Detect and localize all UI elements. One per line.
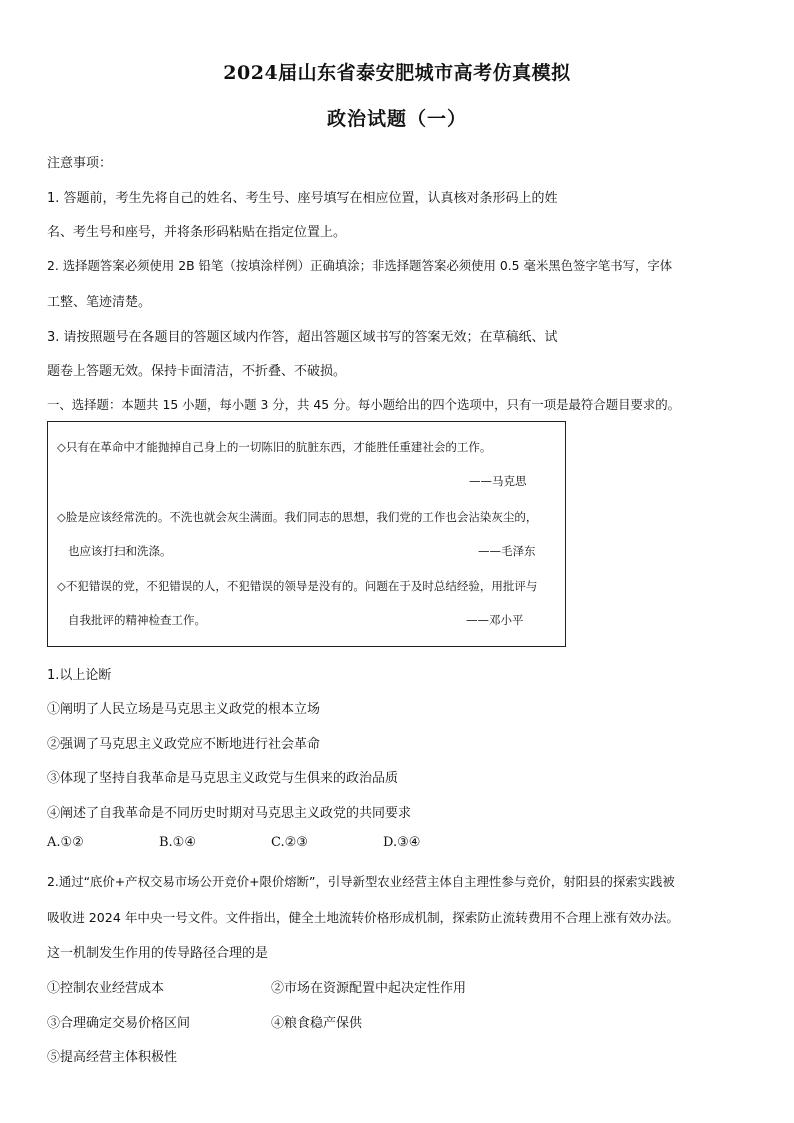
q2-stem-line2: 吸收进 2024 年中央一号文件。文件指出，健全土地流转价格形成机制，探索防止流转费用不合理上涨有效办法。 (47, 910, 679, 925)
quote-mao-line1: ◇脸是应该经常洗的。不洗也就会灰尘满面。我们同志的思想，我们党的工作也会沾染灰尘的， (57, 510, 538, 524)
q1-option-3: ③体现了坚持自我革命是马克思主义政党与生俱来的政治品质 (47, 771, 399, 786)
quote-mao-line2: 也应该打扫和洗涤。 (68, 544, 172, 558)
q2-option-3: ③合理确定交易价格区间 (47, 1016, 191, 1031)
quote-box (47, 421, 566, 647)
q2-option-4: ④粮食稳产保供 (271, 1016, 363, 1031)
notice-item3-line1: 3. 请按照题号在各题目的答题区域内作答，超出答题区域书写的答案无效；在草稿纸、试 (47, 330, 558, 345)
q2-stem-line1: 2.通过“底价+产权交易市场公开竞价+限价熔断”，引导新型农业经营主体自主理性参与竞价，射阳县的探索实践被 (47, 874, 675, 889)
q1-option-2: ②强调了马克思主义政党应不断地进行社会革命 (47, 737, 321, 752)
section1-heading: 一、选择题：本题共 15 小题，每小题 3 分，共 45 分。每小题给出的四个选项中，只有一项是最符合题目要求的。 (47, 397, 681, 412)
exam-title: 2024届山东省泰安肥城市高考仿真模拟 (223, 62, 571, 84)
q1-choice-b: B.①④ (159, 835, 196, 850)
notice-heading: 注意事项： (47, 156, 113, 171)
q2-option-1: ①控制农业经营成本 (47, 981, 165, 996)
quote-deng-author: ——邓小平 (466, 613, 524, 627)
quote-mao-author: ——毛泽东 (478, 544, 536, 558)
quote-marx-author: ——马克思 (469, 474, 527, 488)
notice-item2-line2: 工整、笔迹清楚。 (47, 295, 152, 310)
q2-stem-line3: 这一机制发生作用的传导路径合理的是 (47, 946, 269, 961)
q1-stem: 1.以上论断 (47, 668, 112, 683)
q2-option-5: ⑤提高经营主体积极性 (47, 1050, 178, 1065)
notice-item1-line2: 名、考生号和座号，并将条形码粘贴在指定位置上。 (47, 225, 347, 240)
q2-option-2: ②市场在资源配置中起决定性作用 (271, 981, 467, 996)
q1-choice-a: A.①② (47, 835, 84, 850)
notice-item3-line2: 题卷上答题无效。保持卡面清洁，不折叠、不破损。 (47, 364, 347, 379)
quote-marx: ◇只有在革命中才能抛掉自己身上的一切陈旧的肮脏东西，才能胜任重建社会的工作。 (57, 440, 492, 454)
q1-option-4: ④阐述了自我革命是不同历史时期对马克思主义政党的共同要求 (47, 806, 412, 821)
quote-deng-line2: 自我批评的精神检查工作。 (68, 613, 206, 627)
quote-deng-line1: ◇不犯错误的党，不犯错误的人，不犯错误的领导是没有的。问题在于及时总结经验，用批评与 (57, 579, 538, 593)
q1-choice-d: D.③④ (383, 835, 421, 850)
notice-item2-line1: 2. 选择题答案必须使用 2B 铅笔（按填涂样例）正确填涂；非选择题答案必须使用 0.5 毫米黑色签字笔书写，字体 (47, 258, 673, 273)
q1-option-1: ①阐明了人民立场是马克思主义政党的根本立场 (47, 702, 321, 717)
exam-subtitle: 政治试题（一） (326, 108, 467, 130)
q1-choice-c: C.②③ (271, 835, 308, 850)
notice-item1-line1: 1. 答题前，考生先将自己的姓名、考生号、座号填写在相应位置，认真核对条形码上的姓 (47, 191, 558, 206)
